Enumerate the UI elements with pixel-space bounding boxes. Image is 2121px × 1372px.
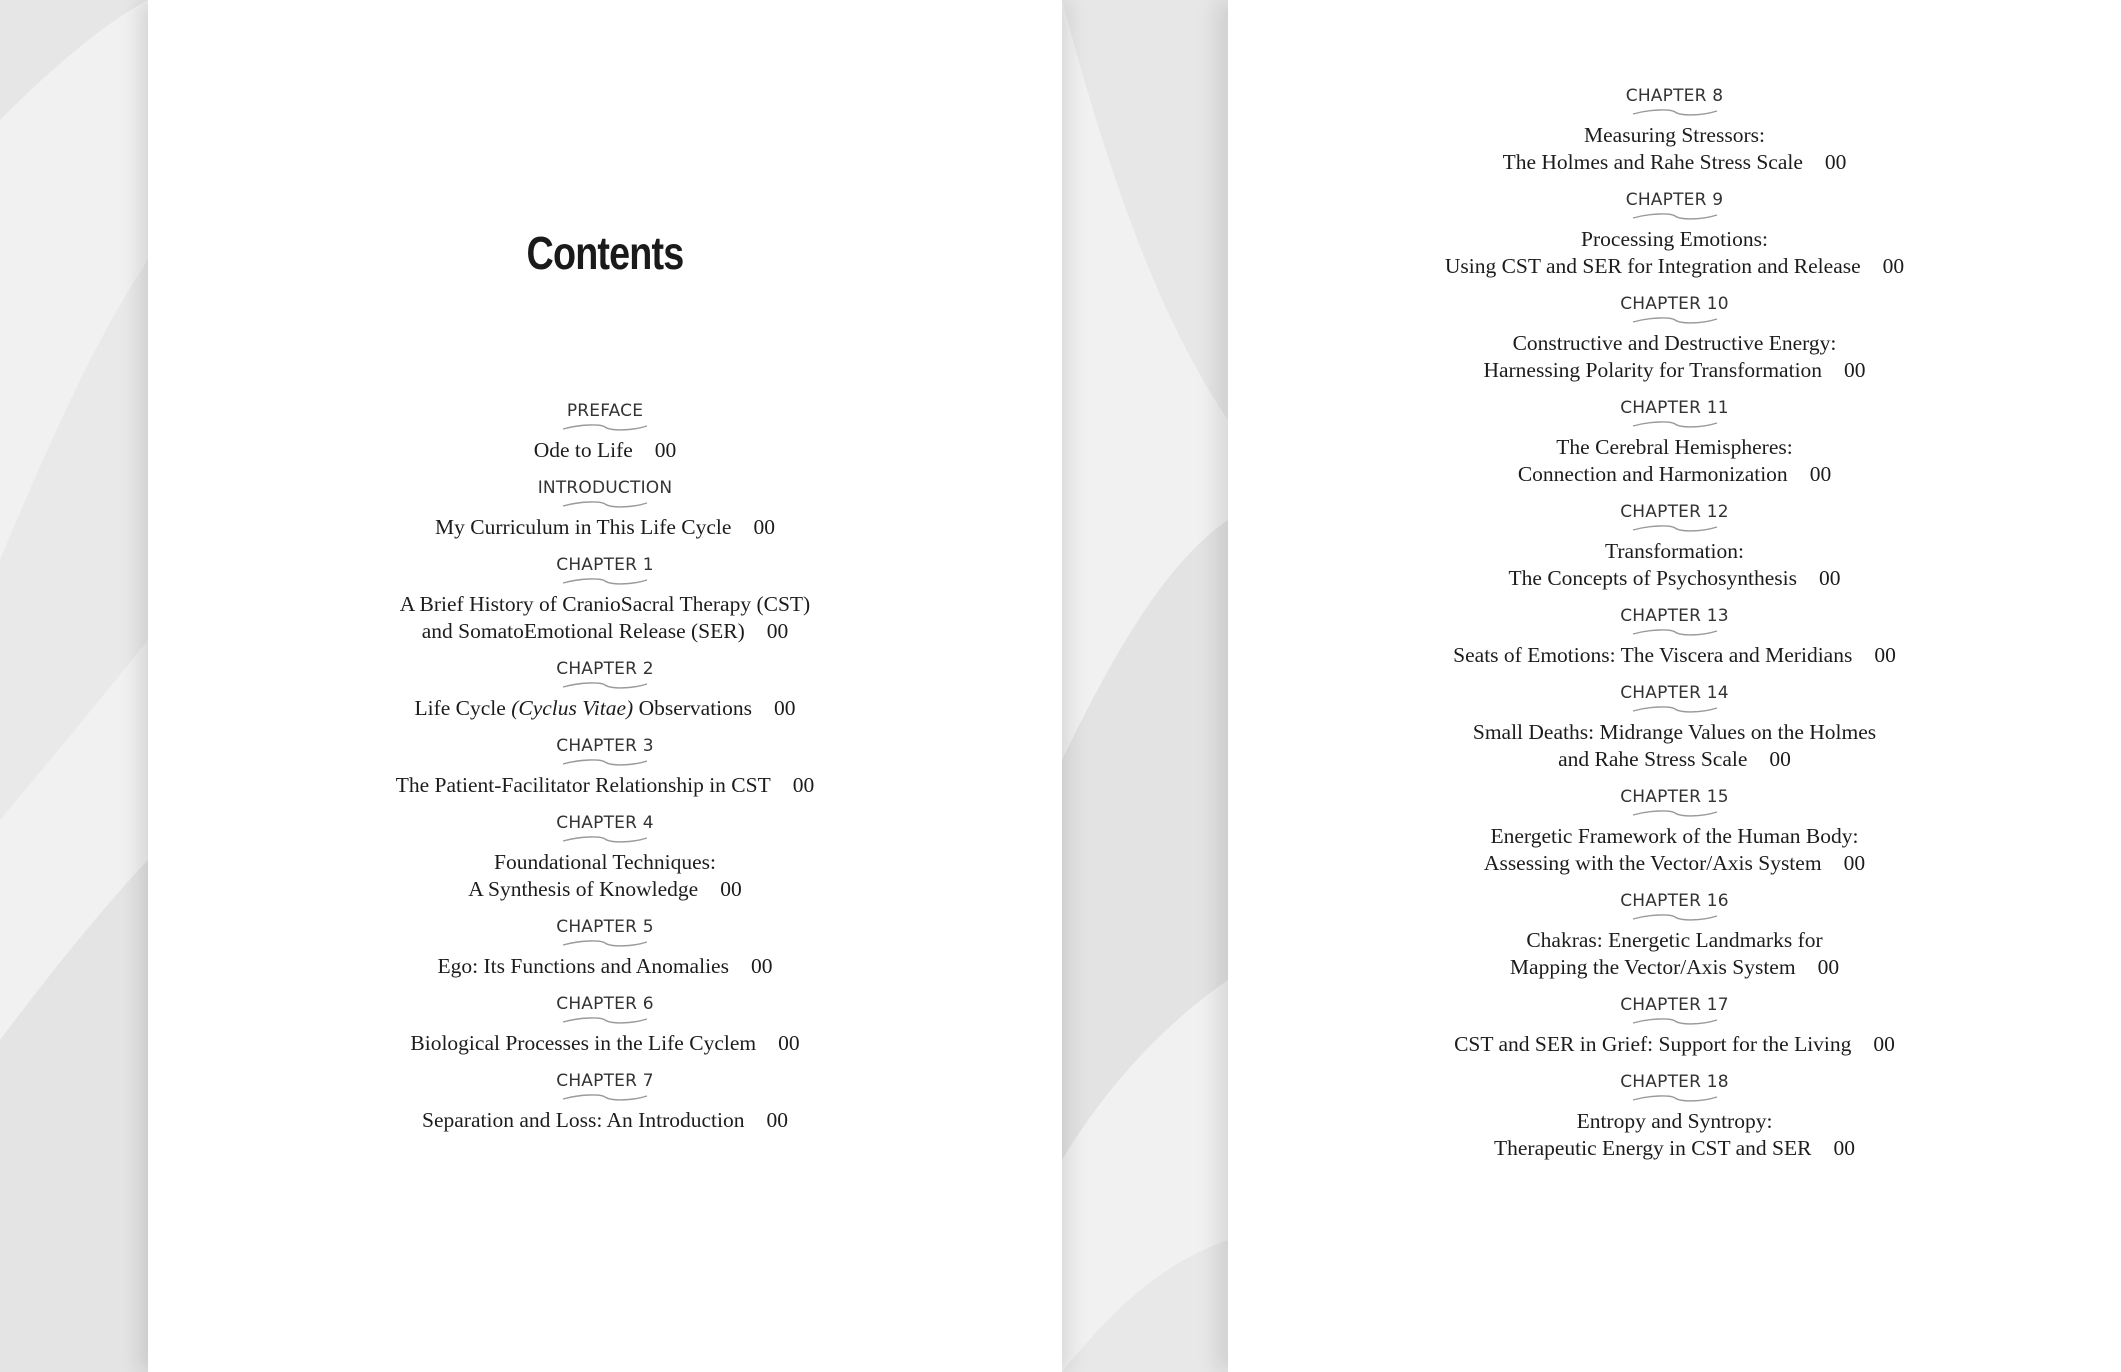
label-underline-swash xyxy=(1631,913,1719,923)
chapter-title-line: Entropy and Syntropy: xyxy=(1576,1109,1773,1133)
chapter-title-line: The Concepts of Psychosynthesis 00 xyxy=(1508,566,1841,590)
chapter-title-line: A Synthesis of Knowledge 00 xyxy=(468,877,742,901)
chapter-title-line: Chakras: Energetic Landmarks for xyxy=(1526,928,1823,952)
chapter-label: CHAPTER 11 xyxy=(1620,398,1729,418)
chapter-title xyxy=(148,953,1062,980)
toc-entry[interactable] xyxy=(148,400,1062,464)
page-number: 00 xyxy=(766,619,789,643)
chapter-label: CHAPTER 14 xyxy=(1620,683,1729,703)
chapter-title xyxy=(148,514,1062,541)
chapter-title-line: Connection and Harmonization 00 xyxy=(1517,462,1832,486)
chapter-title xyxy=(148,849,1062,903)
toc-entry[interactable] xyxy=(148,735,1062,799)
chapter-title xyxy=(1228,642,2121,669)
toc-entry[interactable] xyxy=(1228,786,2121,877)
toc-entry[interactable] xyxy=(148,1070,1062,1134)
label-underline-swash xyxy=(561,577,649,587)
toc-entry[interactable] xyxy=(148,993,1062,1057)
chapter-title-line: Transformation: xyxy=(1605,539,1744,563)
italic-phrase: (Cyclus Vitae) xyxy=(511,696,634,720)
label-underline-swash xyxy=(1631,108,1719,118)
chapter-title-line: The Holmes and Rahe Stress Scale 00 xyxy=(1502,150,1847,174)
chapter-label: INTRODUCTION xyxy=(537,478,673,498)
page-number: 00 xyxy=(654,438,677,462)
chapter-title-line: Small Deaths: Midrange Values on the Holmes xyxy=(1472,720,1877,744)
toc-right-column xyxy=(1228,85,2121,1175)
page-number: 00 xyxy=(1769,747,1791,771)
toc-entry[interactable] xyxy=(148,554,1062,645)
chapter-title-line: Measuring Stressors: xyxy=(1584,123,1765,147)
chapter-title-line: CST and SER in Grief: Support for the Living 00 xyxy=(1454,1032,1895,1056)
chapter-title-line: Seats of Emotions: The Viscera and Meridians 00 xyxy=(1453,643,1896,667)
label-underline-swash xyxy=(561,939,649,949)
label-underline-swash xyxy=(561,758,649,768)
chapter-title-line: Biological Processes in the Life Cyclem 00 xyxy=(410,1031,800,1055)
chapter-title xyxy=(148,591,1062,645)
toc-entry[interactable] xyxy=(1228,189,2121,280)
page-number: 00 xyxy=(1882,254,1905,278)
chapter-title-line: and Rahe Stress Scale 00 xyxy=(1558,747,1791,771)
chapter-label: CHAPTER 4 xyxy=(556,813,654,833)
chapter-title xyxy=(148,437,1062,464)
chapter-title-line: The Cerebral Hemispheres: xyxy=(1556,435,1793,459)
chapter-label: CHAPTER 12 xyxy=(1620,502,1729,522)
chapter-title-line: Harnessing Polarity for Transformation 00 xyxy=(1483,358,1866,382)
chapter-title-line: Assessing with the Vector/Axis System 00 xyxy=(1483,851,1866,875)
chapter-title-line: The Patient-Facilitator Relationship in CST 00 xyxy=(395,773,815,797)
chapter-label: CHAPTER 7 xyxy=(556,1071,654,1091)
chapter-label: PREFACE xyxy=(566,401,644,421)
chapter-title-line: A Brief History of CranioSacral Therapy (CST) xyxy=(399,592,811,616)
chapter-title-line: My Curriculum in This Life Cycle 00 xyxy=(435,515,775,539)
toc-entry[interactable] xyxy=(1228,890,2121,981)
page-number: 00 xyxy=(1874,643,1896,667)
label-underline-swash xyxy=(1631,628,1719,638)
label-underline-swash xyxy=(561,1016,649,1026)
page-number: 00 xyxy=(1844,358,1866,382)
page-number: 00 xyxy=(766,1108,788,1132)
toc-entry[interactable] xyxy=(148,812,1062,903)
page-number: 00 xyxy=(792,773,815,797)
toc-entry[interactable] xyxy=(1228,501,2121,592)
page-number: 00 xyxy=(1833,1136,1855,1160)
label-underline-swash xyxy=(1631,316,1719,326)
chapter-title-line: Using CST and SER for Integration and Release 00 xyxy=(1444,254,1905,278)
label-underline-swash xyxy=(1631,705,1719,715)
label-underline-swash xyxy=(1631,1017,1719,1027)
toc-left-column xyxy=(148,400,1062,1147)
chapter-title xyxy=(1228,226,2121,280)
toc-entry[interactable] xyxy=(1228,85,2121,176)
label-underline-swash xyxy=(561,681,649,691)
chapter-title xyxy=(1228,1031,2121,1058)
page-number: 00 xyxy=(1817,955,1840,979)
chapter-title xyxy=(1228,434,2121,488)
right-page xyxy=(1228,0,2121,1372)
page-number: 00 xyxy=(1809,462,1832,486)
toc-entry[interactable] xyxy=(148,658,1062,722)
chapter-title xyxy=(1228,1108,2121,1162)
chapter-title-line: Energetic Framework of the Human Body: xyxy=(1490,824,1859,848)
page-number: 00 xyxy=(774,696,796,720)
chapter-title xyxy=(1228,538,2121,592)
chapter-label: CHAPTER 2 xyxy=(556,659,654,679)
chapter-title-line: Life Cycle (Cyclus Vitae) Observations 00 xyxy=(414,696,796,720)
chapter-label: CHAPTER 5 xyxy=(556,917,654,937)
chapter-title-line: Processing Emotions: xyxy=(1581,227,1768,251)
label-underline-swash xyxy=(561,423,649,433)
chapter-title xyxy=(1228,927,2121,981)
chapter-title-line: Foundational Techniques: xyxy=(493,850,717,874)
chapter-title xyxy=(148,1030,1062,1057)
chapter-label: CHAPTER 6 xyxy=(556,994,654,1014)
page-number: 00 xyxy=(720,877,742,901)
chapter-title xyxy=(148,772,1062,799)
label-underline-swash xyxy=(561,500,649,510)
page-number: 00 xyxy=(1843,851,1866,875)
chapter-title-line: Constructive and Destructive Energy: xyxy=(1512,331,1837,355)
label-underline-swash xyxy=(1631,1094,1719,1104)
page-number: 00 xyxy=(778,1031,800,1055)
label-underline-swash xyxy=(1631,212,1719,222)
chapter-title xyxy=(1228,122,2121,176)
chapter-label: CHAPTER 9 xyxy=(1625,190,1724,210)
page-number: 00 xyxy=(1824,150,1847,174)
toc-entry[interactable] xyxy=(1228,1071,2121,1162)
chapter-label: CHAPTER 16 xyxy=(1620,891,1729,911)
page-number: 00 xyxy=(1818,566,1841,590)
chapter-label: CHAPTER 13 xyxy=(1620,606,1729,626)
label-underline-swash xyxy=(561,1093,649,1103)
chapter-title xyxy=(148,1107,1062,1134)
chapter-title xyxy=(1228,719,2121,773)
page-number: 00 xyxy=(750,954,773,978)
label-underline-swash xyxy=(1631,809,1719,819)
chapter-label: CHAPTER 8 xyxy=(1625,86,1724,106)
chapter-label: CHAPTER 1 xyxy=(556,555,654,575)
chapter-title-line: Ego: Its Functions and Anomalies 00 xyxy=(437,954,773,978)
toc-entry[interactable] xyxy=(1228,682,2121,773)
chapter-title-line: Mapping the Vector/Axis System 00 xyxy=(1509,955,1840,979)
toc-entry[interactable] xyxy=(148,477,1062,541)
toc-entry[interactable] xyxy=(1228,605,2121,669)
chapter-title xyxy=(148,695,1062,722)
chapter-label: CHAPTER 3 xyxy=(556,736,654,756)
chapter-title-line: Ode to Life 00 xyxy=(533,438,677,462)
chapter-label: CHAPTER 10 xyxy=(1620,294,1729,314)
label-underline-swash xyxy=(561,835,649,845)
toc-entry[interactable] xyxy=(1228,994,2121,1058)
toc-entry[interactable] xyxy=(1228,293,2121,384)
chapter-label: CHAPTER 17 xyxy=(1620,995,1729,1015)
toc-entry[interactable] xyxy=(148,916,1062,980)
toc-entry[interactable] xyxy=(1228,397,2121,488)
chapter-title xyxy=(1228,330,2121,384)
chapter-label: CHAPTER 18 xyxy=(1620,1072,1729,1092)
chapter-title-line: and SomatoEmotional Release (SER) 00 xyxy=(421,619,789,643)
page-number: 00 xyxy=(753,515,775,539)
contents-title: Contents xyxy=(526,227,684,279)
left-page xyxy=(148,0,1062,1372)
chapter-title-line: Therapeutic Energy in CST and SER 00 xyxy=(1494,1136,1855,1160)
label-underline-swash xyxy=(1631,524,1719,534)
chapter-title-line: Separation and Loss: An Introduction 00 xyxy=(422,1108,788,1132)
label-underline-swash xyxy=(1631,420,1719,430)
chapter-label: CHAPTER 15 xyxy=(1620,787,1729,807)
page-number: 00 xyxy=(1873,1032,1895,1056)
chapter-title xyxy=(1228,823,2121,877)
